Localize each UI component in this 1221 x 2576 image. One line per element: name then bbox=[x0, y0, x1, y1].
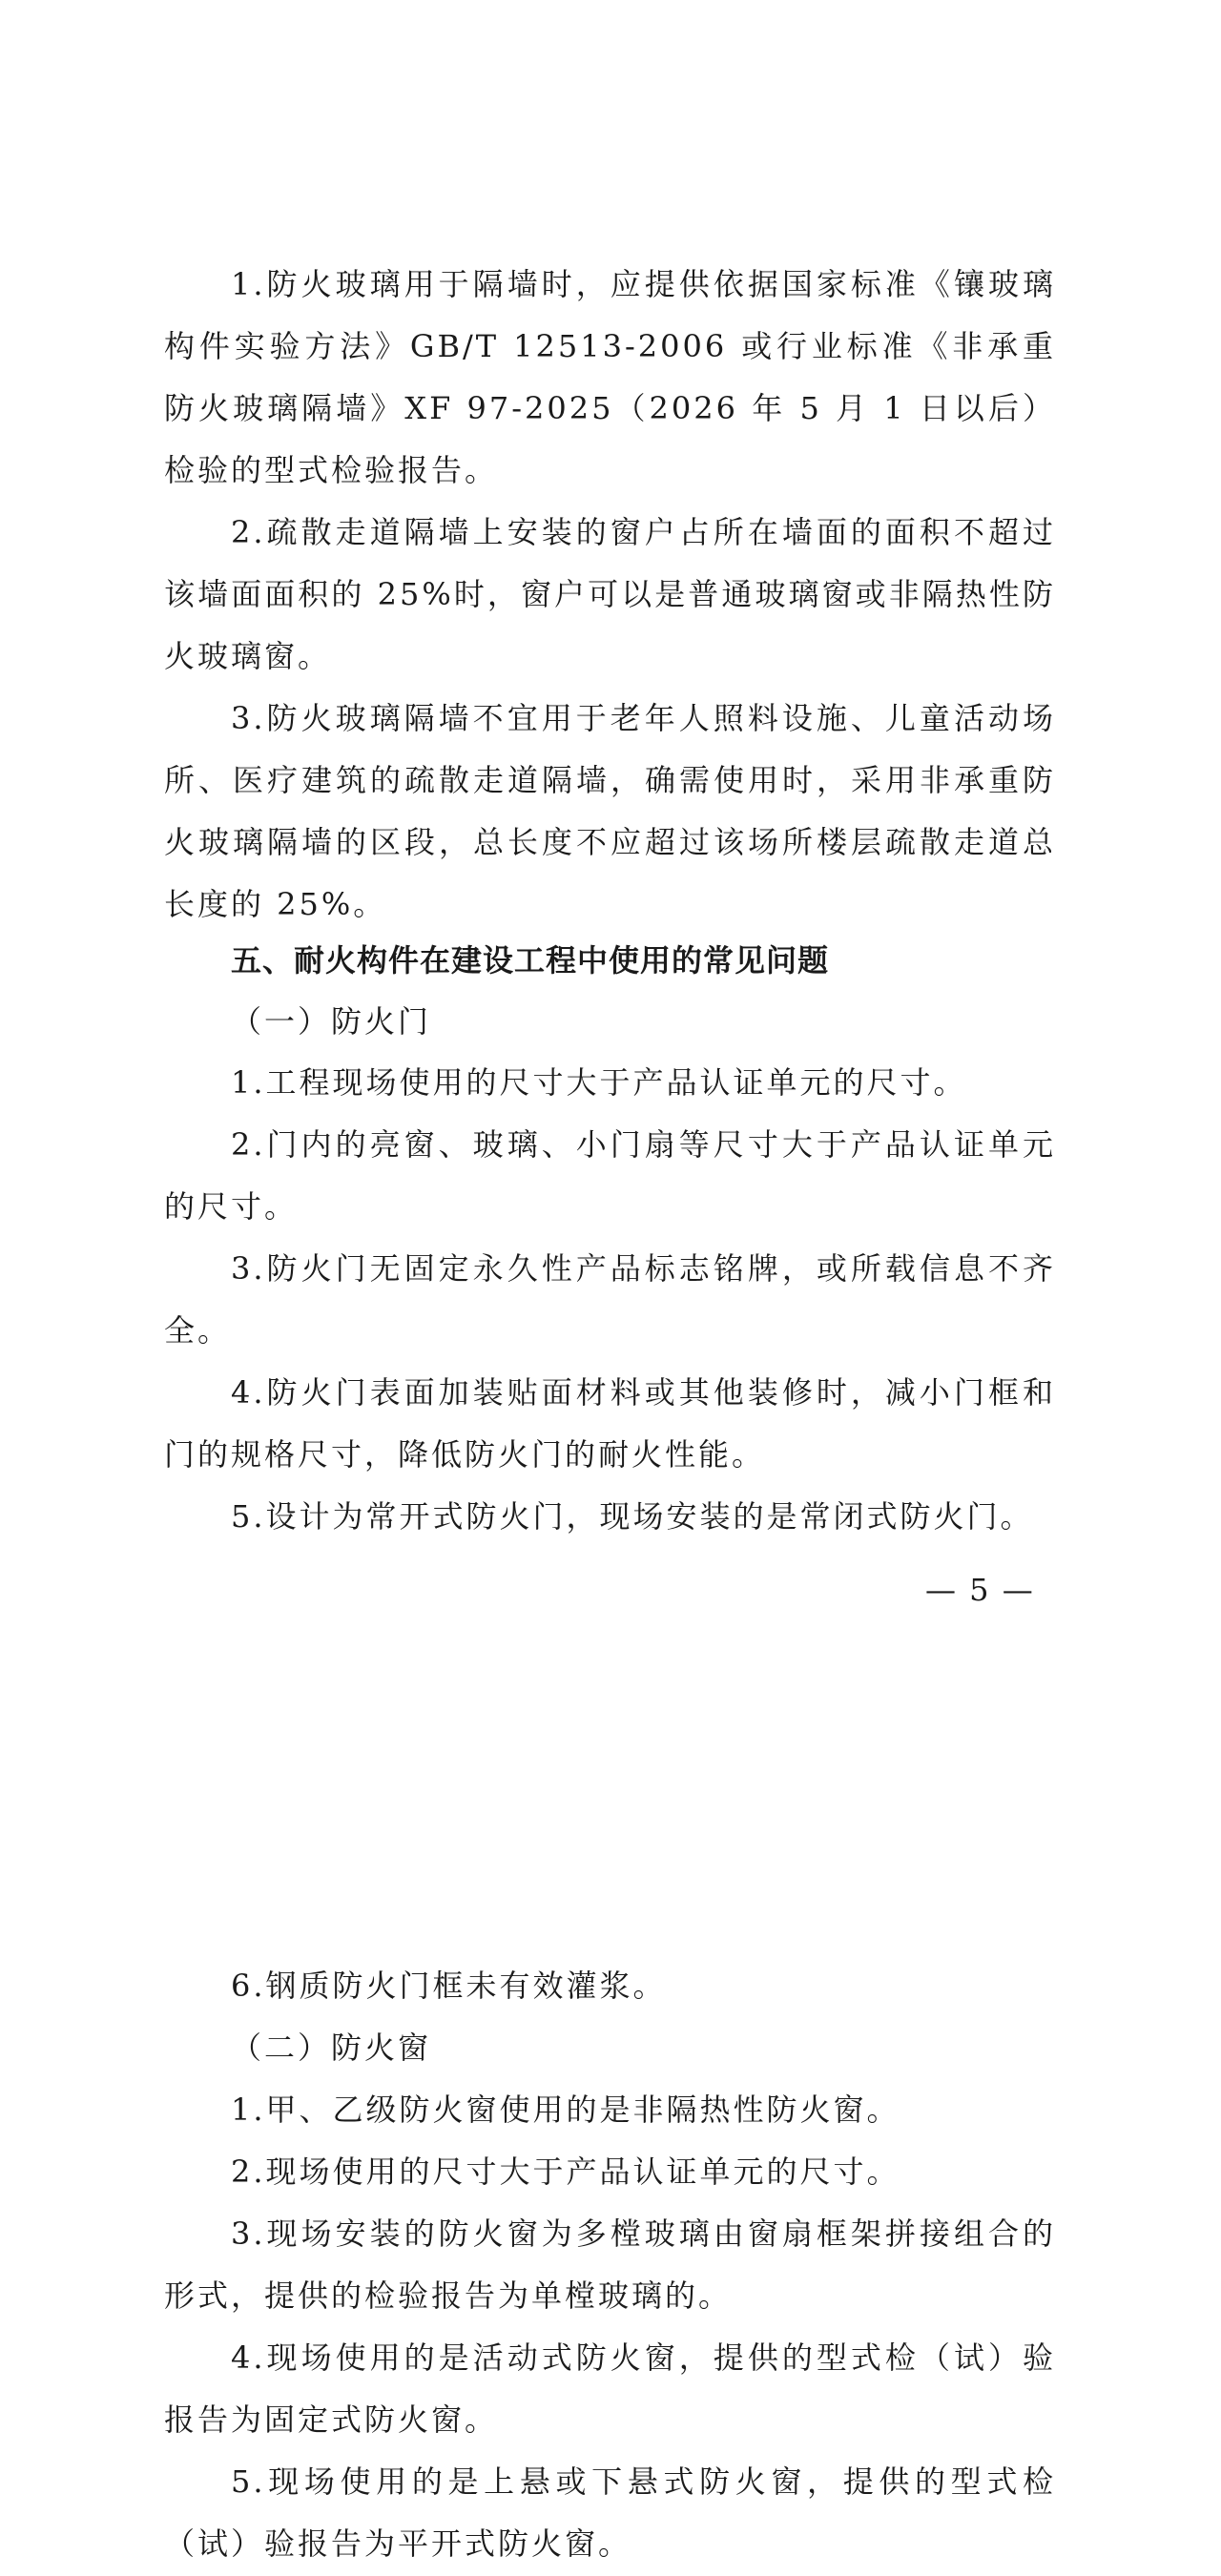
paragraph-glass-partition-restriction: 3.防火玻璃隔墙不宜用于老年人照料设施、儿童活动场所、医疗建筑的疏散走道隔墙，确需使用时，采用非承重防火玻璃隔墙的区段，总长度不应超过该场所楼层疏散走道总长度的 25%。 bbox=[164, 700, 1056, 922]
list-item: 1.工程现场使用的尺寸大于产品认证单元的尺寸。 bbox=[231, 1064, 967, 1101]
list-item: 6.钢质防火门框未有效灌浆。 bbox=[231, 1968, 667, 2004]
list-item: 1.甲、乙级防火窗使用的是非隔热性防火窗。 bbox=[231, 2092, 900, 2128]
list-item: 2.门内的亮窗、玻璃、小门扇等尺寸大于产品认证单元的尺寸。 bbox=[164, 1126, 1056, 1225]
list-item: 5.现场使用的是上悬或下悬式防火窗，提供的型式检（试）验报告为平开式防火窗。 bbox=[164, 2463, 1056, 2562]
subsection-heading-fire-window: （二）防火窗 bbox=[231, 2030, 432, 2066]
subsection-heading-fire-door: （一）防火门 bbox=[231, 1003, 432, 1040]
list-item: 3.防火门无固定永久性产品标志铭牌，或所载信息不齐全。 bbox=[164, 1250, 1056, 1349]
list-item: 3.现场安装的防火窗为多樘玻璃由窗扇框架拼接组合的形式，提供的检验报告为单樘玻璃的。 bbox=[164, 2215, 1056, 2314]
list-item: 4.现场使用的是活动式防火窗，提供的型式检（试）验报告为固定式防火窗。 bbox=[164, 2339, 1056, 2438]
list-item: 2.现场使用的尺寸大于产品认证单元的尺寸。 bbox=[231, 2154, 900, 2190]
list-item: 5.设计为常开式防火门，现场安装的是常闭式防火门。 bbox=[231, 1498, 1034, 1535]
page-number: — 5 — bbox=[925, 1572, 1035, 1608]
paragraph-glass-partition-report: 1.防火玻璃用于隔墙时，应提供依据国家标准《镶玻璃构件实验方法》GB/T 12513-2006 或行业标准《非承重防火玻璃隔墙》XF 97-2025（2026 年 5 月 1 日以后）检验的型式检验报告。 bbox=[164, 266, 1056, 488]
list-item: 4.防火门表面加装贴面材料或其他装修时，减小门框和门的规格尺寸，降低防火门的耐火性能。 bbox=[164, 1374, 1056, 1473]
section-heading: 五、耐火构件在建设工程中使用的常见问题 bbox=[231, 942, 830, 979]
paragraph-evacuation-window-area: 2.疏散走道隔墙上安装的窗户占所在墙面的面积不超过该墙面面积的 25%时，窗户可以是普通玻璃窗或非隔热性防火玻璃窗。 bbox=[164, 514, 1056, 674]
document-page-6 bbox=[0, 1955, 1221, 2576]
